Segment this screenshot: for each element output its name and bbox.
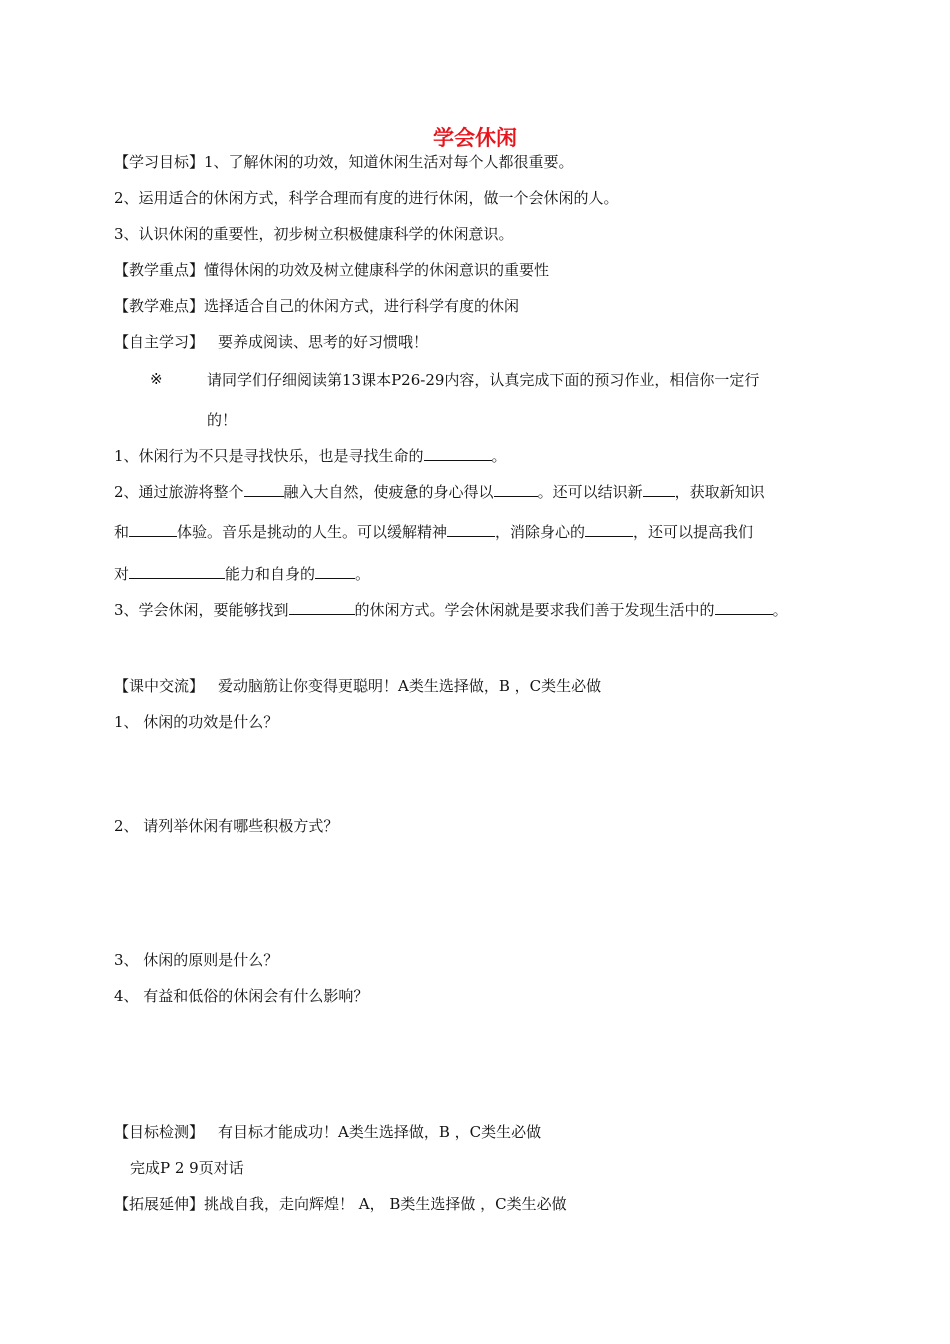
class-exchange-line bbox=[114, 676, 601, 696]
answer-blank[interactable] bbox=[129, 522, 177, 537]
question-text: ，还可以提高我们 bbox=[633, 523, 754, 541]
fill-question-2-line-2 bbox=[114, 522, 753, 542]
extension-line bbox=[114, 1194, 567, 1214]
target-check-label: 【目标检测】 bbox=[114, 1123, 205, 1141]
note-mark: ※ bbox=[150, 370, 163, 388]
question-text: ，获取新知识 bbox=[674, 483, 765, 501]
question-text: 。 bbox=[355, 565, 371, 583]
discussion-question: 2、 请列举休闲有哪些积极方式？ bbox=[114, 817, 339, 835]
discussion-question: 4、 有益和低俗的休闲会有什么影响？ bbox=[114, 987, 369, 1005]
objectives-line-1 bbox=[114, 152, 574, 172]
answer-blank[interactable] bbox=[585, 522, 633, 537]
self-study-label: 【自主学习】 bbox=[114, 333, 205, 351]
key-points-label: 【教学重点】 bbox=[114, 261, 205, 279]
difficulties-text: 选择适合自己的休闲方式，进行科学有度的休闲 bbox=[204, 297, 520, 315]
objective-item: 1、了解休闲的功效，知道休闲生活对每个人都很重要。 bbox=[204, 153, 574, 171]
class-exchange-label: 【课中交流】 bbox=[114, 677, 205, 695]
reading-note-line-2: 的！ bbox=[207, 411, 238, 429]
question-text: 能力和自身的 bbox=[225, 565, 316, 583]
key-points-line bbox=[114, 260, 549, 280]
self-study-line bbox=[114, 332, 428, 352]
answer-blank[interactable] bbox=[447, 522, 495, 537]
reading-note-line-1: 请同学们仔细阅读第13课本P26-29内容，认真完成下面的预习作业，相信你一定行 bbox=[207, 371, 760, 389]
question-text: 的休闲方式。学会休闲就是要求我们善于发现生活中的 bbox=[354, 601, 715, 619]
answer-blank[interactable] bbox=[129, 564, 225, 579]
question-text: 融入大自然，使疲惫的身心得以 bbox=[283, 483, 494, 501]
answer-blank[interactable] bbox=[494, 482, 538, 497]
difficulties-label: 【教学难点】 bbox=[114, 297, 205, 315]
page-title: 学会休闲 bbox=[433, 126, 517, 150]
fill-question-2-line-3 bbox=[114, 564, 370, 584]
target-check-task: 完成P 2 9页对话 bbox=[130, 1159, 244, 1177]
question-text: 。还可以结识新 bbox=[537, 483, 643, 501]
question-text: 体验。音乐是挑动的人生。可以缓解精神 bbox=[177, 523, 448, 541]
answer-blank[interactable] bbox=[289, 600, 355, 615]
key-points-text: 懂得休闲的功效及树立健康科学的休闲意识的重要性 bbox=[204, 261, 550, 279]
fill-question-2-line-1 bbox=[114, 482, 765, 502]
extension-label: 【拓展延伸】 bbox=[114, 1195, 205, 1213]
answer-blank[interactable] bbox=[315, 564, 355, 579]
answer-blank[interactable] bbox=[715, 600, 773, 615]
answer-blank[interactable] bbox=[424, 446, 492, 461]
extension-text: 挑战自我，走向辉煌！ A， B类生选择做 ，C类生必做 bbox=[204, 1195, 567, 1213]
target-check-tagline: 有目标才能成功！A类生选择做，B ，C类生必做 bbox=[218, 1123, 542, 1141]
fill-question-1 bbox=[114, 446, 507, 466]
difficulties-line bbox=[114, 296, 519, 316]
question-text: 对 bbox=[114, 565, 130, 583]
self-study-tagline: 要养成阅读、思考的好习惯哦！ bbox=[218, 333, 429, 351]
question-text: 。 bbox=[491, 447, 507, 465]
question-text: 3、学会休闲，要能够找到 bbox=[114, 601, 289, 619]
class-exchange-tagline: 爱动脑筋让你变得更聪明！A类生选择做，B ，C类生必做 bbox=[218, 677, 602, 695]
discussion-question: 1、 休闲的功效是什么？ bbox=[114, 713, 279, 731]
answer-blank[interactable] bbox=[643, 482, 675, 497]
discussion-question: 3、 休闲的原则是什么？ bbox=[114, 951, 279, 969]
question-text: 和 bbox=[114, 523, 130, 541]
question-text: 1、休闲行为不只是寻找快乐，也是寻找生命的 bbox=[114, 447, 424, 465]
answer-blank[interactable] bbox=[244, 482, 284, 497]
question-text: 2、通过旅游将整个 bbox=[114, 483, 244, 501]
question-text: ，消除身心的 bbox=[495, 523, 586, 541]
fill-question-3 bbox=[114, 600, 788, 620]
objectives-label: 【学习目标】 bbox=[114, 153, 205, 171]
objective-item: 3、认识休闲的重要性，初步树立积极健康科学的休闲意识。 bbox=[114, 225, 514, 243]
question-text: 。 bbox=[772, 601, 788, 619]
objective-item: 2、运用适合的休闲方式，科学合理而有度的进行休闲，做一个会休闲的人。 bbox=[114, 189, 619, 207]
target-check-line bbox=[114, 1122, 541, 1142]
